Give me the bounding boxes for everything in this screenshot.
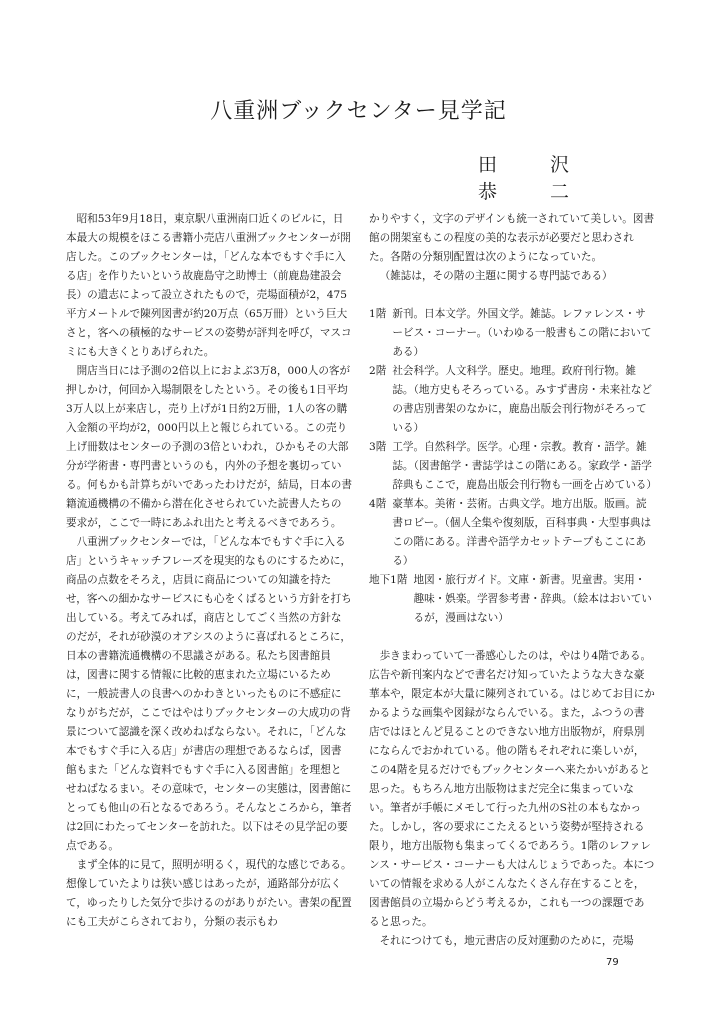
floor-description: 社会科学。人文科学。歴史。地理。政府刊行物。雑誌。（地方史もそろっている。みすず書房・未来社などの書店別書架のなかに，鹿島出版会刊行物がそろっている） — [392, 365, 652, 434]
floor-label: 2階 — [369, 365, 387, 377]
body-paragraph: かりやすく，文字のデザインも統一されていて美しい。図書館の開架室もこの程度の美的な表示が必要だと思わされた。各階の分類別配置は次のようになっていた。 — [369, 213, 655, 263]
floor-entry — [369, 362, 655, 438]
floor-label: 地下1階 — [369, 574, 408, 586]
floor-entry — [369, 305, 655, 362]
body-paragraph: 開店当日には予測の2倍以上におよぶ3万8，000人の客が押しかけ，何回か入場制限をしたという。その後も1日平均3万人以上が来店し，売り上げが1日約2万冊，1人の客の購入金額の平均が2，000円以上と報じられている。この売り上げ冊数はセンターの予測の3倍といわれ，ひかもその大部分が学術書・専門書というのも，内外の予想を裏切っている。何もかも計算ちがいであったわけだが，結局，日本の書籍流通機構の不備から潜在化させられていた読書人たちの要求が，ここで一時にあふれ出たと考えるべきであろう。 — [66, 365, 352, 529]
body-paragraph: 昭和53年9月18日，東京駅八重洲南口近くのビルに，日本最大の規模をほこる書籍小売店八重洲ブックセンターが開店した。このブックセンターは，「どんな本でもすぐ手に入る店」を作りたいという故鹿島守之助博士（前鹿島建設会長）の遺志によって設立されたもので，売場面積が2，475平方メートルで陳列図書が約20万点（65万冊）という巨大さと，客への積極的なサービスの姿勢が評判を呼び，マスコミにも大きくとりあげられた。 — [66, 213, 352, 358]
page-number: 79 — [606, 957, 619, 968]
floor-label: 4階 — [369, 498, 387, 510]
floor-label: 3階 — [369, 441, 387, 453]
floor-description: 地図・旅行ガイド。文庫・新書。児童書。実用・趣味・娯楽。学習参考書・辞典。（絵本はおいているが，漫画はない） — [413, 574, 652, 624]
body-paragraph: 歩きまわっていて一番感心したのは，やはり4階である。広告や新刊案内などで書名だけ知っていたような大きな豪華本や，限定本が大量に陳列されている。はじめてお目にかかるような画集や図録がならんでいる。また，ふつうの書店ではほとんど見ることのできない地方出版物が，府県別にならんでおかれている。他の階もそれぞれに楽しいが，この4階を見るだけでもブックセンターへ来たかいがあると思った。もちろん地方出版物はまだ完全に集まっていない。筆者が手帳にメモして行った九州のS社の本もなかった。しかし，客の要求にこたえるという姿勢が堅持される限り，地方出版物も集まってくるであろう。1階のレファレンス・サービス・コーナーも大はんじょうであった。本についての情報を求める人がこんなたくさん存在することを，図書館員の立場からどう考えるか，これも一つの課題であると思った。 — [369, 650, 655, 928]
floor-entry — [369, 438, 655, 495]
floor-entry — [369, 495, 655, 571]
author-name: 田 沢 恭 二 — [478, 154, 623, 203]
magazine-note: （雑誌は，その階の主題に関する専門誌である） — [379, 270, 613, 282]
left-column — [66, 210, 352, 932]
floor-label: 1階 — [369, 308, 387, 320]
floor-description: 豪華本。美術・芸術。古典文学。地方出版。版画。読書ロビー。（個人全集や復刻版，百科事典・大型事典はこの階にある。洋書や語学カセットテープもここにある） — [392, 498, 652, 567]
floor-description: 工学。自然科学。医学。心理・宗教。教育・語学。雑誌。（図書館学・書誌学はこの階にある。家政学・語学辞典もここで，鹿島出版会刊行物も一画を占めている） — [392, 441, 657, 491]
floor-entry — [369, 571, 655, 628]
body-paragraph: まず全体的に見て，照明が明るく，現代的な感じである。想像していたよりは狭い感じはあったが，通路部分が広くて，ゆったりした気分で歩けるのがありがたい。書架の配置にも工夫がこらされており，分類の表示もわ — [66, 859, 352, 928]
body-paragraph: それにつけても，地元書店の反対運動のために，売場 — [379, 935, 634, 947]
right-column — [369, 210, 655, 951]
floor-description: 新刊。日本文学。外国文学。雑誌。レファレンス・サービス・コーナー。（いわゆる一般書もこの階においてある） — [392, 308, 652, 358]
article-title: 八重洲ブックセンター見学記 — [210, 99, 507, 124]
body-paragraph: 八重洲ブックセンターでは，「どんな本でもすぐ手に入る店」というキャッチフレーズを現実的なものにするために，商品の点数をそろえ，店員に商品についての知識を持たせ，客への細かなサービスにも心をくばるという方針を打ち出している。考えてみれば，商店としてごく当然の方針なのだが，それが砂漠のオアシスのように喜ばれるところに，日本の書籍流通機構の不思議さがある。私たち図書館員は，図書に関する情報に比較的恵まれた立場にいるために，一般読書人の良書へのかわきといったものに不感症になりがちだが，ここではやはりブックセンターの大成功の背景について認識を深く改めねばならない。それに，「どんな本でもすぐ手に入る店」が書店の理想であるならば，図書館もまた「どんな資料でもすぐ手に入る図書館」を理想とせねばなるまい。その意味で，センターの実態は，図書館にとっても他山の石となるであろう。そんなところから，筆者は2回にわたってセンターを訪れた。以下はその見学記の要点である。 — [66, 536, 352, 852]
